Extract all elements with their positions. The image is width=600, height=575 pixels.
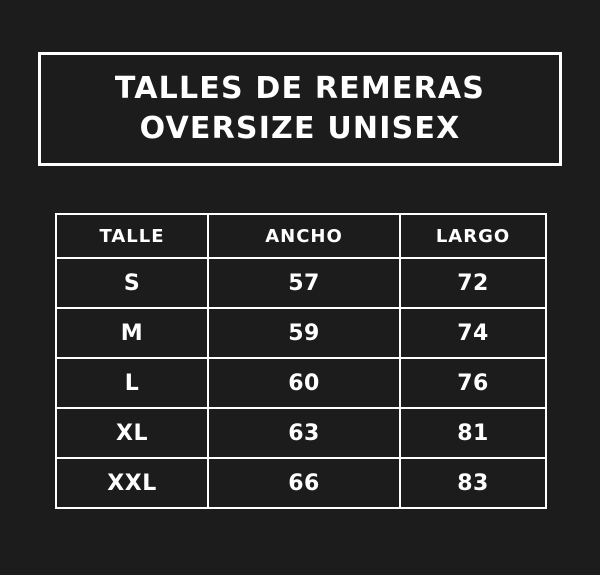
table-row xyxy=(56,258,546,308)
cell-ancho: 60 xyxy=(208,358,400,408)
title-line-1: TALLES DE REMERAS xyxy=(114,71,486,106)
cell-talle: L xyxy=(56,358,208,408)
table-row xyxy=(56,358,546,408)
title-line-2: OVERSIZE UNISEX xyxy=(139,111,461,146)
cell-largo: 83 xyxy=(400,458,546,508)
column-header-talle: TALLE xyxy=(56,214,208,258)
table-header-row xyxy=(56,214,546,258)
cell-talle: XL xyxy=(56,408,208,458)
cell-talle: S xyxy=(56,258,208,308)
table-header xyxy=(56,214,546,258)
cell-ancho: 59 xyxy=(208,308,400,358)
cell-talle: M xyxy=(56,308,208,358)
cell-largo: 74 xyxy=(400,308,546,358)
cell-ancho: 57 xyxy=(208,258,400,308)
cell-largo: 76 xyxy=(400,358,546,408)
cell-ancho: 66 xyxy=(208,458,400,508)
column-header-ancho: ANCHO xyxy=(208,214,400,258)
cell-largo: 81 xyxy=(400,408,546,458)
table-body xyxy=(56,258,546,508)
column-header-largo: LARGO xyxy=(400,214,546,258)
table-row xyxy=(56,458,546,508)
cell-ancho: 63 xyxy=(208,408,400,458)
table-row xyxy=(56,408,546,458)
cell-talle: XXL xyxy=(56,458,208,508)
title-box xyxy=(38,52,562,166)
cell-largo: 72 xyxy=(400,258,546,308)
table-row xyxy=(56,308,546,358)
size-table xyxy=(55,213,547,509)
